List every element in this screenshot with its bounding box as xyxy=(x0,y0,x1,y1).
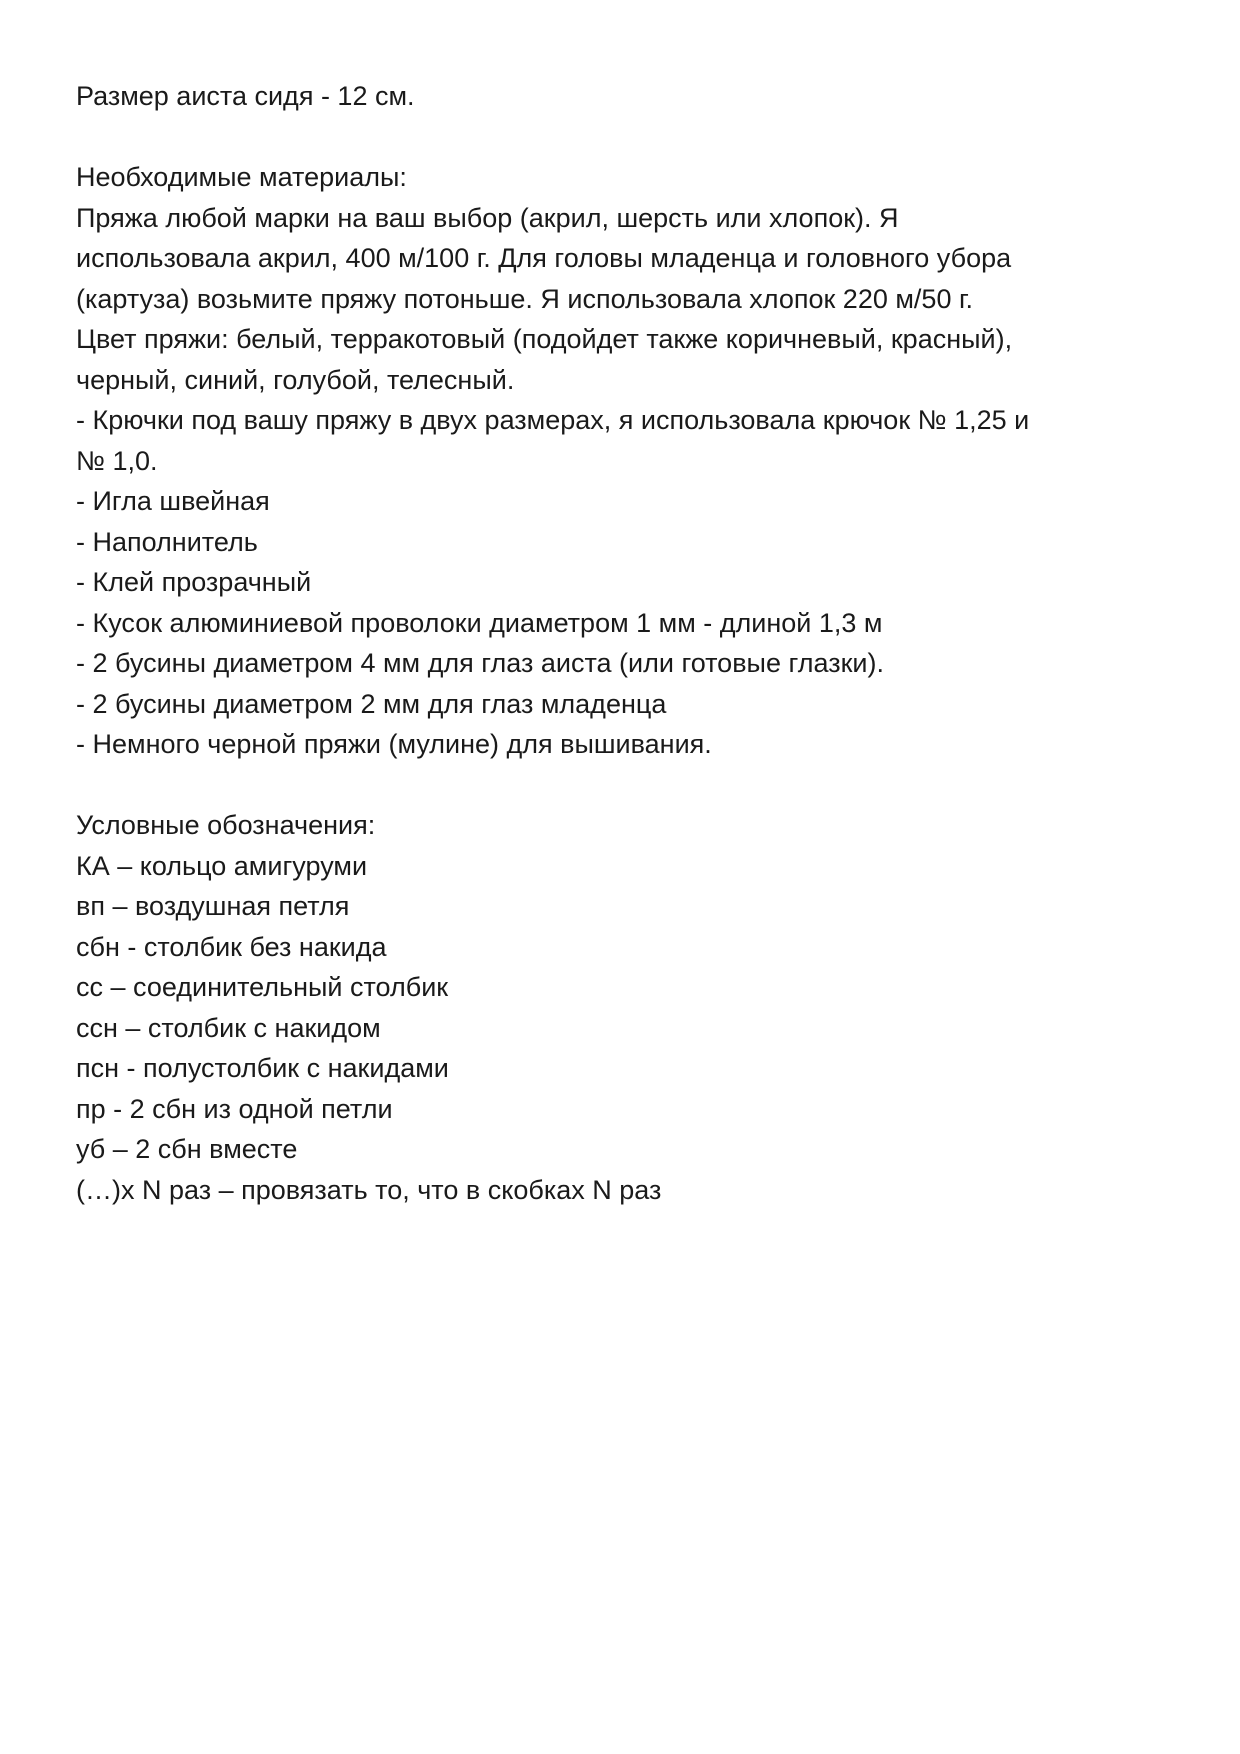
materials-item: - Немного черной пряжи (мулине) для вышивания. xyxy=(76,729,712,759)
materials-heading: Необходимые материалы: xyxy=(76,162,407,192)
legend-entry: уб – 2 сбн вместе xyxy=(76,1134,298,1164)
materials-item: - Кусок алюминиевой проволоки диаметром 1 мм - длиной 1,3 м xyxy=(76,607,883,638)
materials-hooks-line: № 1,0. xyxy=(76,445,158,476)
materials-yarn-line: Пряжа любой марки на ваш выбор (акрил, шерсть или хлопок). Я xyxy=(76,202,899,233)
document-body xyxy=(76,76,1186,1210)
legend-entry: пр - 2 сбн из одной петли xyxy=(76,1093,393,1124)
legend-entry: вп – воздушная петля xyxy=(76,891,350,921)
legend-entry: ссн – столбик с накидом xyxy=(76,1012,381,1043)
materials-yarn-line: черный, синий, голубой, телесный. xyxy=(76,364,515,395)
blank-line xyxy=(76,117,1186,158)
legend-entry: сс – соединительный столбик xyxy=(76,972,449,1002)
materials-item: - Наполнитель xyxy=(76,526,258,557)
legend-entry: КА – кольцо амигуруми xyxy=(76,850,368,881)
legend-entry: сбн - столбик без накида xyxy=(76,931,387,962)
materials-yarn-line: (картуза) возьмите пряжу потоньше. Я использовала хлопок 220 м/50 г. xyxy=(76,283,974,314)
materials-hooks-line: - Крючки под вашу пряжу в двух размерах, я использовала крючок № 1,25 и xyxy=(76,405,1030,435)
blank-line xyxy=(76,765,1186,806)
materials-item: - Игла швейная xyxy=(76,486,270,516)
legend-entry: псн - полустолбик с накидами xyxy=(76,1053,449,1083)
materials-item: - Клей прозрачный xyxy=(76,567,312,597)
materials-yarn-line: использовала акрил, 400 м/100 г. Для головы младенца и головного убора xyxy=(76,243,1012,273)
materials-item: - 2 бусины диаметром 2 мм для глаз младенца xyxy=(76,688,667,719)
legend-heading: Условные обозначения: xyxy=(76,810,376,840)
legend-entry: (…)x N раз – провязать то, что в скобках N раз xyxy=(76,1174,662,1205)
materials-yarn-line: Цвет пряжи: белый, терракотовый (подойдет также коричневый, красный), xyxy=(76,324,1013,354)
size-line: Размер аиста сидя - 12 см. xyxy=(76,81,415,111)
materials-item: - 2 бусины диаметром 4 мм для глаз аиста (или готовые глазки). xyxy=(76,648,884,678)
